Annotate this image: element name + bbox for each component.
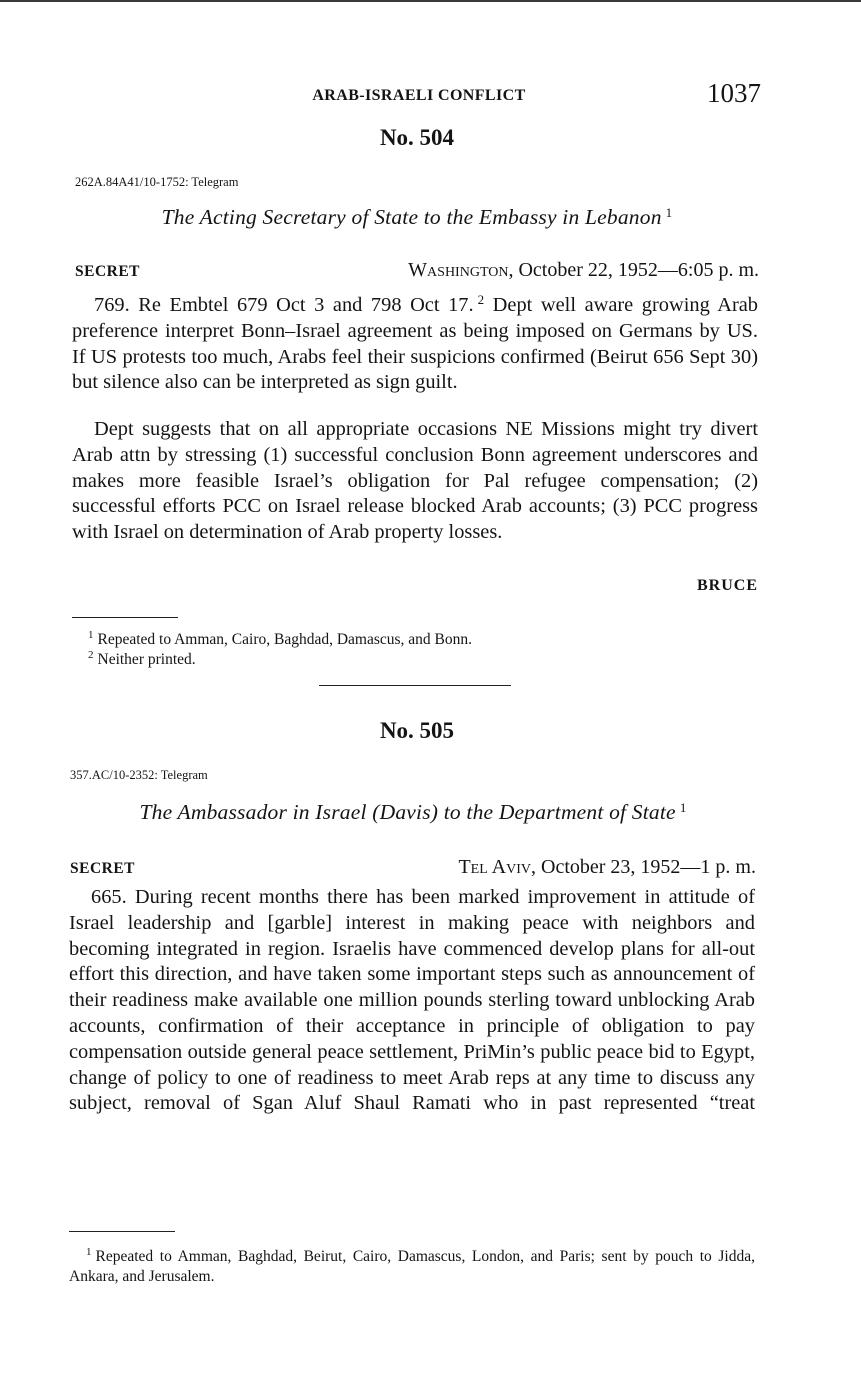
doc-505-footnote-1-text: Repeated to Amman, Baghdad, Beirut, Cairo, Damascus, London, and Paris; sent by pouch to Jidda, Ankara, and Jerusalem.: [69, 1248, 755, 1285]
doc-505-title-text: The Ambassador in Israel (Davis) to the Department of State: [139, 800, 676, 824]
doc-504-place: Washington: [408, 259, 509, 281]
document-separator-rule: [319, 685, 511, 686]
doc-505-dateline: [458, 856, 756, 879]
page-number: 1037: [707, 78, 761, 108]
doc-505-classification: SECRET: [70, 860, 136, 877]
doc-504-date: , October 22, 1952—6:05 p. m.: [508, 259, 759, 281]
doc-504-dateline: [408, 259, 759, 282]
doc-505-date: , October 23, 1952—1 p. m.: [531, 856, 756, 878]
doc-504-footnote-2: [88, 646, 758, 670]
doc-504-title-text: The Acting Secretary of State to the Embassy in Lebanon: [161, 205, 662, 229]
doc-505-title: [0, 800, 826, 825]
doc-504-footnote-rule: [72, 617, 178, 618]
doc-504-classification: SECRET: [75, 263, 141, 280]
doc-504-footnote-2-text: Neither printed.: [97, 651, 196, 668]
doc-504-number: No. 504: [379, 125, 455, 150]
doc-504-paragraph-1-rest: Dept well aware growing Arab preference interpret Bonn–Israel agreement as being imposed on Germans by US. If US protests too much, Arabs feel their suspicions confirmed (Beirut 656 Sept 30) but silence also can be interpreted as sign guilt.: [72, 294, 758, 394]
doc-504-title: [0, 205, 834, 230]
doc-504-paragraph-1: [72, 287, 758, 396]
running-head: ARAB-ISRAELI CONFLICT: [312, 87, 526, 104]
doc-505-file-ref: 357.AC/10-2352: Telegram: [70, 768, 208, 782]
doc-505-footnote-rule: [69, 1231, 175, 1232]
doc-504-footnote-1-mark: 1: [88, 629, 94, 641]
doc-504-footnote-1-text: Repeated to Amman, Cairo, Baghdad, Damascus, and Bonn.: [97, 631, 473, 648]
doc-504-file-ref: 262A.84A41/10-1752: Telegram: [75, 175, 239, 189]
doc-505-number: No. 505: [379, 718, 455, 743]
doc-504-signature: BRUCE: [696, 577, 758, 594]
doc-504-paragraph-2: [72, 417, 758, 546]
top-border-line: [0, 0, 861, 2]
doc-504-footnote-ref-2: 2: [477, 292, 485, 307]
doc-504-paragraph-1-start: 769. Re Embtel 679 Oct 3 and 798 Oct 17.: [94, 294, 474, 316]
doc-505-paragraph-1-text: 665. During recent months there has been marked improvement in attitude of Israel leadership and [garble] interest in making peace with neighbors and becoming integrated in region. Israelis have commenced develop plans for all-out effort this direction, and have taken some important steps such as announcement of their readiness make available one million pounds sterling toward unblocking Arab accounts, confirmation of their acceptance in principle of obligation to pay compensation outside general peace settlement, PriMin’s public peace bid to Egypt, change of policy to one of readiness to meet Arab reps at any time to discuss any subject, removal of Sgan Aluf Shaul Ramati who in past represented “treat: [69, 886, 755, 1115]
doc-505-paragraph-1: [69, 885, 755, 1117]
doc-505-footnote-1-mark: 1: [86, 1246, 92, 1258]
doc-504-title-footnote-ref: 1: [665, 205, 673, 220]
doc-504-footnote-2-mark: 2: [88, 649, 94, 661]
doc-505-footnote-1: [69, 1243, 755, 1286]
doc-505-title-footnote-ref: 1: [679, 800, 687, 815]
doc-505-place: Tel Aviv: [458, 856, 532, 878]
doc-504-paragraph-2-text: Dept suggests that on all appropriate occasions NE Missions might try divert Arab attn by stressing (1) successful conclusion Bonn agreement underscores and makes more feasible Israel’s obligation for Pal refugee compensation; (2) successful efforts PCC on Israel release blocked Arab accounts; (3) PCC progress with Israel on determination of Arab property losses.: [72, 418, 758, 544]
